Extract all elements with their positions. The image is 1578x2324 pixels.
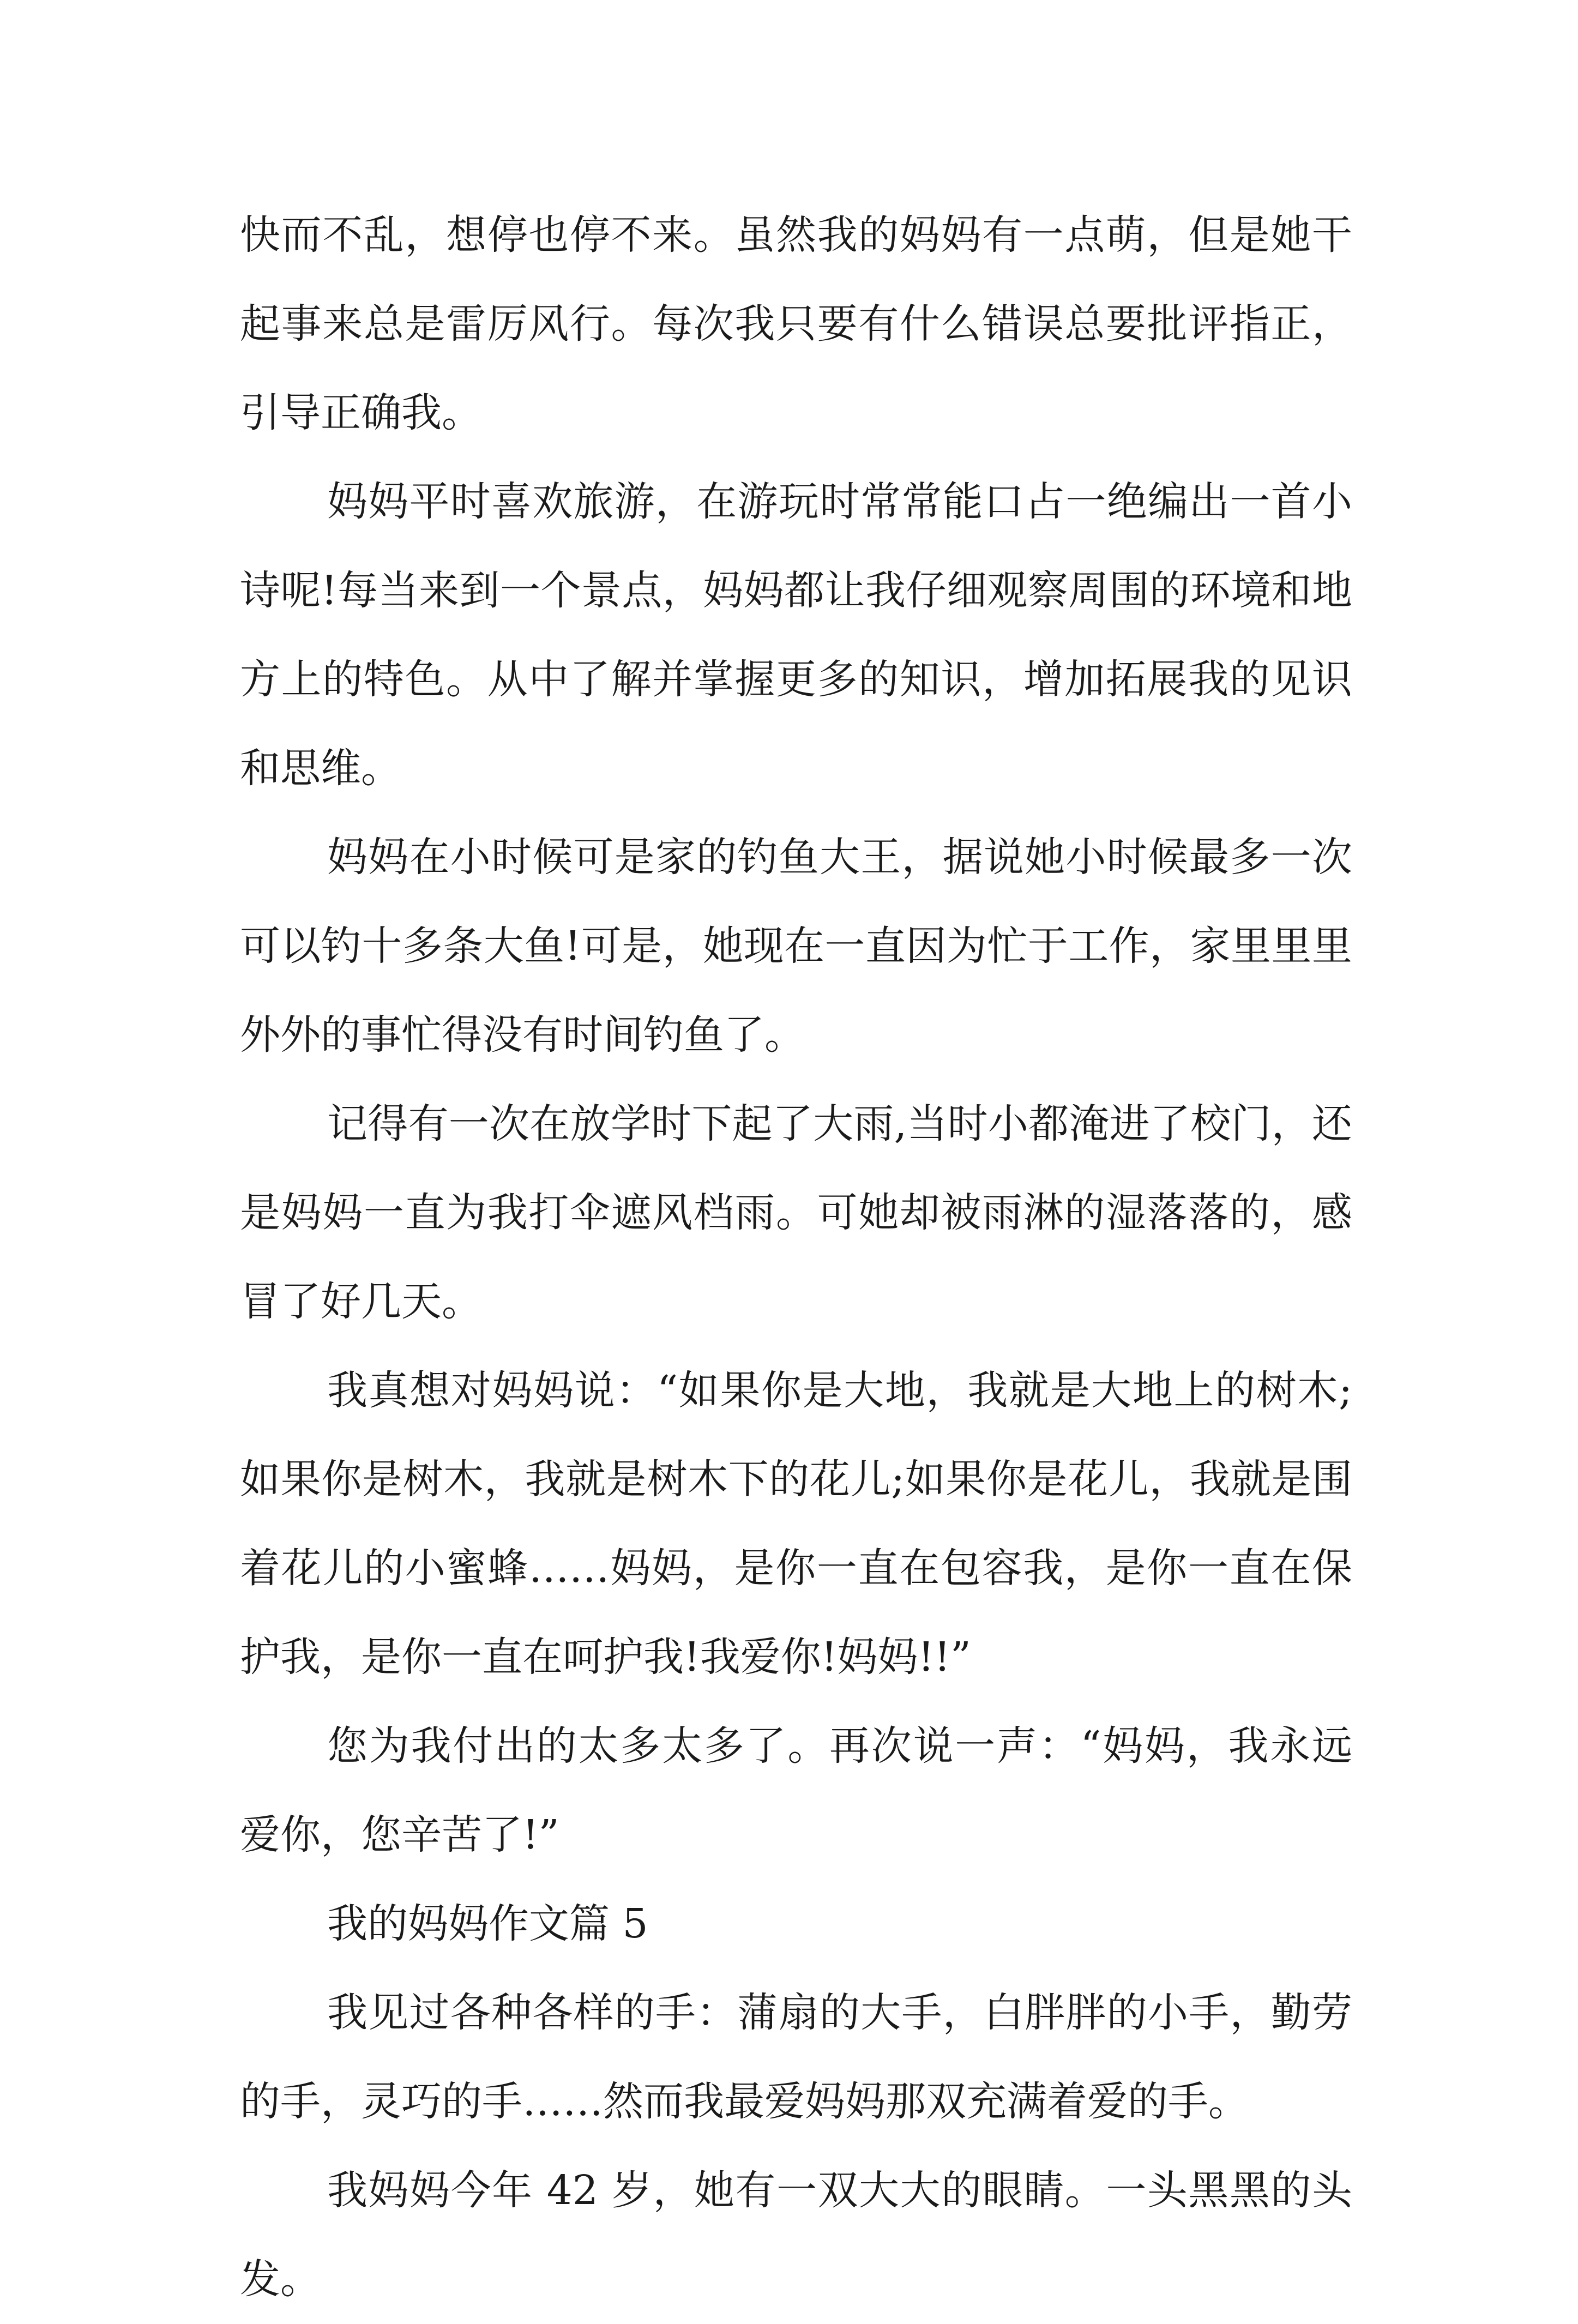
paragraph-5: 我真想对妈妈说：“如果你是大地，我就是大地上的树木;如果你是树木，我就是树木下的花儿;如果你是花儿，我就是围着花儿的小蜜蜂……妈妈，是你一直在包容我，是你一直在保护我，是你一直在呵护我!我爱你!妈妈!!” — [240, 1367, 1352, 1681]
paragraph-4: 记得有一次在放学时下起了大雨,当时小都淹进了校门，还是妈妈一直为我打伞遮风档雨。可她却被雨淋的湿落落的，感冒了好几天。 — [240, 1100, 1352, 1325]
paragraph-3: 妈妈在小时候可是家的钓鱼大王，据说她小时候最多一次可以钓十多条大鱼!可是，她现在一直因为忙于工作，家里里里外外的事忙得没有时间钓鱼了。 — [240, 834, 1352, 1058]
paragraph-7: 我见过各种各样的手：蒲扇的大手，白胖胖的小手，勤劳的手，灵巧的手……然而我最爱妈妈那双充满着爱的手。 — [240, 1989, 1352, 2125]
paragraph-8: 我妈妈今年 42 岁，她有一双大大的眼睛。一头黑黑的头发。 — [240, 2167, 1352, 2303]
section-title: 我的妈妈作文篇 5 — [327, 1900, 648, 1947]
paragraph-6: 您为我付出的太多太多了。再次说一声：“妈妈，我永远爱你，您辛苦了!” — [240, 1723, 1352, 1858]
paragraph-2: 妈妈平时喜欢旅游，在游玩时常常能口占一绝编出一首小诗呢!每当来到一个景点，妈妈都让我仔细观察周围的环境和地方上的特色。从中了解并掌握更多的知识，增加拓展我的见识和思维。 — [240, 478, 1352, 792]
paragraph-1: 快而不乱，想停也停不来。虽然我的妈妈有一点萌，但是她干起事来总是雷厉风行。每次我只要有什么错误总要批评指正，引导正确我。 — [240, 212, 1352, 436]
document-page — [240, 191, 1352, 2324]
